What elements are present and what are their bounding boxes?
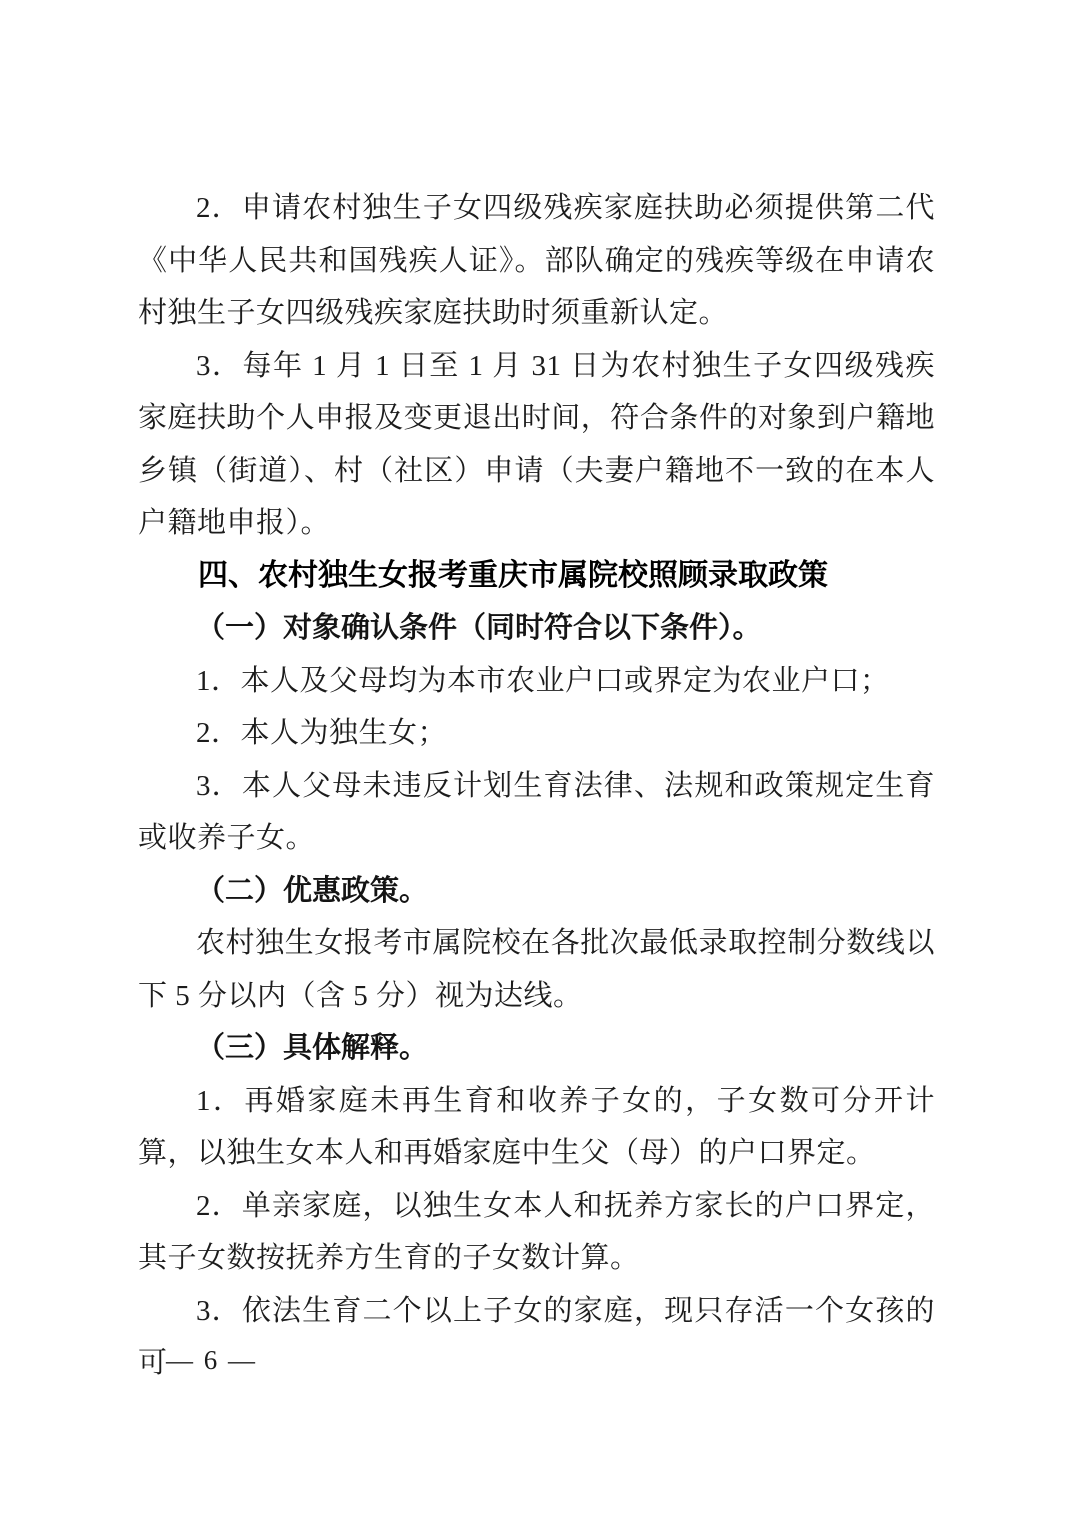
subsection-heading: （三）具体解释。: [196, 1032, 429, 1064]
body-paragraph: 1．本人及父母均为本市农业户口或界定为农业户口；: [196, 664, 890, 697]
body-paragraph: 1．再婚家庭未再生育和收养子女的，子女数可分开计算，以独生女本人和再婚家庭中生父（母）的户口界定。: [138, 1084, 935, 1169]
body-paragraph: 3．本人父母未违反计划生育法律、法规和政策规定生育或收养子女。: [138, 769, 935, 854]
body-paragraph: 3．依法生育二个以上子女的家庭，现只存活一个女孩的可: [138, 1294, 935, 1379]
body-paragraph: 2．单亲家庭，以独生女本人和抚养方家长的户口界定，其子女数按抚养方生育的子女数计算。: [138, 1189, 935, 1274]
document-body: [138, 182, 935, 1390]
page-number: — 6 —: [166, 1345, 257, 1375]
body-paragraph: 农村独生女报考市属院校在各批次最低录取控制分数线以下 5 分以内（含 5 分）视为达线。: [138, 927, 935, 1012]
body-paragraph: 3．每年 1 月 1 日至 1 月 31 日为农村独生子女四级残疾家庭扶助个人申报及变更退出时间，符合条件的对象到户籍地乡镇（街道）、村（社区）申请（夫妻户籍地不一致的在本人户籍地申报）。: [138, 349, 935, 539]
subsection-heading: （一）对象确认条件（同时符合以下条件）。: [196, 612, 762, 644]
body-paragraph: 2．申请农村独生子女四级残疾家庭扶助必须提供第二代《中华人民共和国残疾人证》。部队确定的残疾等级在申请农村独生子女四级残疾家庭扶助时须重新认定。: [138, 192, 935, 329]
section-heading: 四、农村独生女报考重庆市属院校照顾录取政策: [198, 558, 828, 592]
body-paragraph: 2．本人为独生女；: [196, 717, 448, 749]
subsection-heading: （二）优惠政策。: [196, 874, 429, 907]
